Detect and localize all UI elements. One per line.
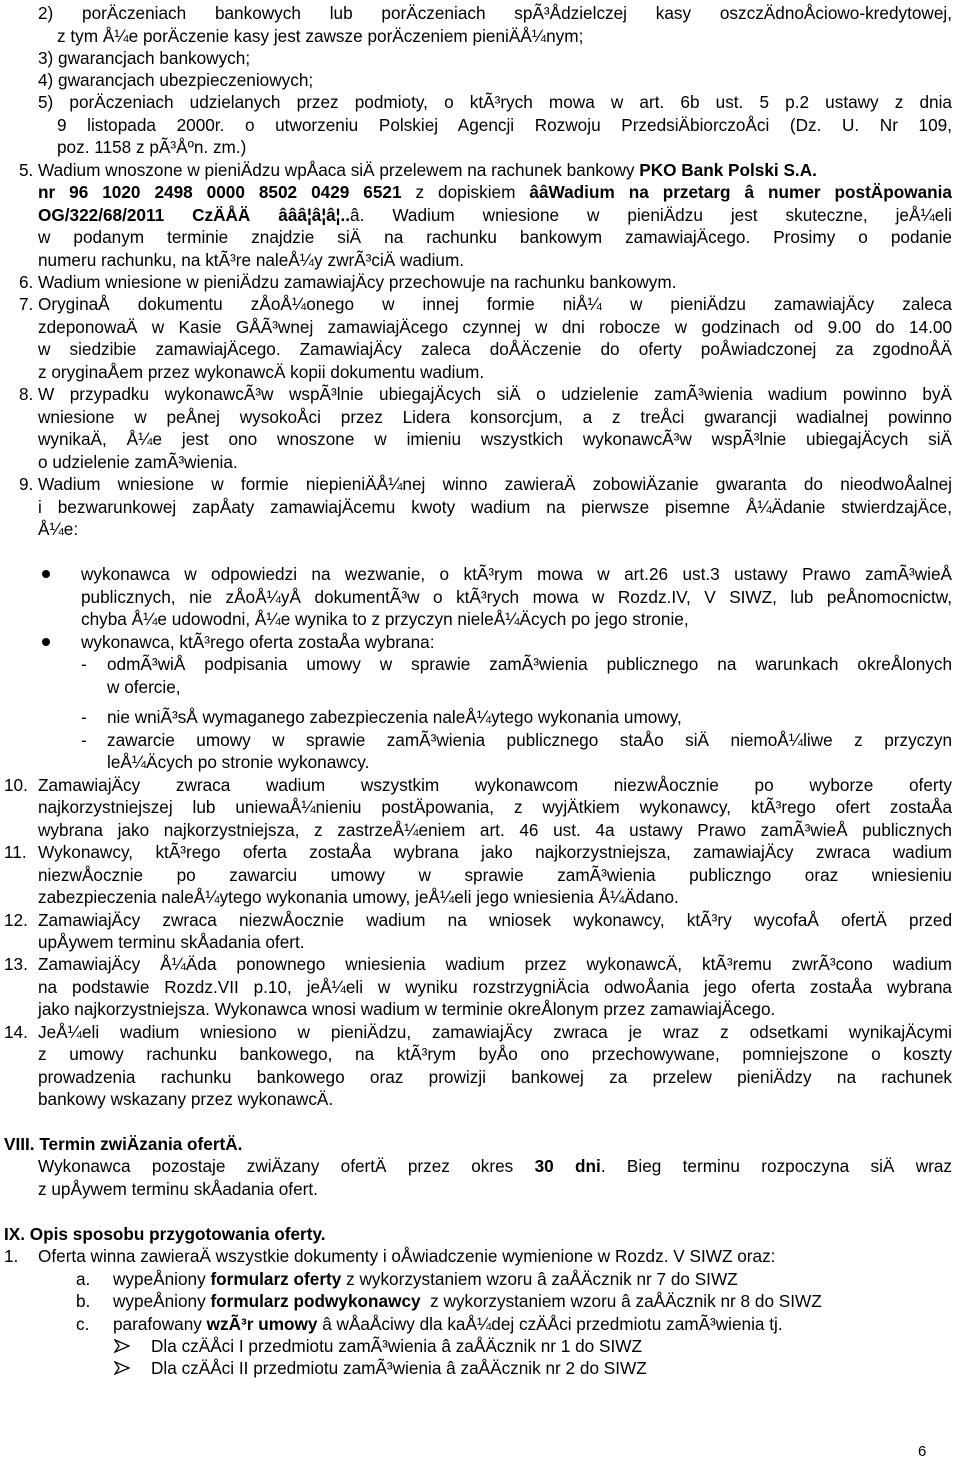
text-line: wypeÅniony formularz oferty z wykorzystaniem wzoru â zaÅÄcznik nr 7 do SIWZ: [113, 1269, 738, 1289]
text-line: Wadium wnoszone w pieniÄdzu wpÅaca siÄ przelewem na rachunek bankowy PKO Bank Polski S.A.: [38, 160, 817, 180]
list-number: 11.: [4, 842, 27, 862]
arrow-bullet-icon: [114, 1361, 130, 1375]
text-line: wypeÅniony formularz podwykonawcy z wykorzystaniem wzoru â zaÅÄcznik nr 8 do SIWZ: [113, 1291, 822, 1311]
text-line: o udzielenie zamÃ³wienia.: [38, 452, 238, 472]
text-line: 3) gwarancjach bankowych;: [38, 48, 251, 68]
list-number: 8.: [19, 384, 34, 404]
section-heading: IX. Opis sposobu przygotowania oferty.: [4, 1224, 326, 1244]
text-line: publicznych, nie zÅoÅ¼yÅ dokumentÃ³w o ktÃ³rych mowa w Rozdz.IV, V SIWZ, lub peÅnomocnictw,: [81, 587, 952, 607]
text-line: Dla czÄÅci II przedmiotu zamÃ³wienia â zaÅÄcznik nr 2 do SIWZ: [151, 1358, 647, 1378]
list-dash: -: [81, 654, 87, 674]
text-line: Å¼e:: [38, 519, 79, 539]
text-line: Wykonawcy, ktÃ³rego oferta zostaÅa wybrana jako najkorzystniejsza, zamawiajÄcy zwraca wadium: [38, 842, 952, 862]
list-dash: -: [81, 707, 87, 727]
text-line: wybrana jako najkorzystniejsza, z zastrzeÅ¼eniem art. 46 ust. 4a ustawy Prawo zamÃ³wieÅ publicznych: [38, 820, 952, 840]
text-line: 4) gwarancjach ubezpieczeniowych;: [38, 70, 314, 90]
text-line: w siedzibie zamawiajÄcego. ZamawiajÄcy zaleca doÅÄczenie do oferty poÅwiadczonej za zgodnoÅÄ: [38, 339, 952, 359]
text-line: OryginaÅ dokumentu zÅoÅ¼onego w innej formie niÅ¼ w pieniÄdzu zamawiajÄcy zaleca: [38, 294, 952, 314]
text-line: 2) porÄczeniach bankowych lub porÄczeniach spÃ³Ådzielczej kasy oszczÄdnoÅciowo-kredytowej,: [38, 3, 952, 23]
list-letter: c.: [76, 1314, 90, 1334]
text-line: numeru rachunku, na ktÃ³re naleÅ¼y zwrÃ³ciÄ wadium.: [38, 250, 465, 270]
list-number: 6.: [19, 272, 34, 292]
text-line: ZamawiajÄcy zwraca niezwÅocznie wadium na wniosek wykonawcy, ktÃ³ry wycofaÅ ofertÄ przed: [38, 910, 952, 930]
text-line: 9 listopada 2000r. o utworzeniu Polskiej Agencji Rozwoju PrzedsiÄbiorczoÅci (Dz. U. Nr 109,: [57, 115, 952, 135]
list-number: 1.: [4, 1246, 19, 1266]
text-line: wniesione w peÅnej wysokoÅci przez Lidera konsorcjum, a z treÅci gwarancji wadialnej powinno: [38, 407, 952, 427]
text-line: w ofercie,: [107, 677, 181, 697]
text-line: ZamawiajÄcy Å¼Äda ponownego wniesienia wadium przez wykonawcÄ, ktÃ³remu zwrÃ³cono wadium: [38, 954, 952, 974]
section-heading: VIII. Termin zwiÄzania ofertÄ.: [4, 1134, 243, 1154]
list-number: 10.: [4, 775, 28, 795]
list-number: 14.: [4, 1022, 28, 1042]
bullet-icon: [42, 638, 50, 646]
text-line: bankowy wskazany przez wykonawcÄ.: [38, 1089, 334, 1109]
text-line: zabezpieczenia naleÅ¼ytego wykonania umowy, jeÅ¼eli jego wniesienia Å¼Ädano.: [38, 887, 679, 907]
text-line: chyba Å¼e udowodni, Å¼e wynika to z przyczyn nieleÅ¼Äcych po jego stronie,: [81, 609, 689, 629]
text-line: ZamawiajÄcy zwraca wadium wszystkim wykonawcom niezwÅocznie po wyborze oferty: [38, 775, 952, 795]
bullet-icon: [42, 570, 50, 578]
list-number: 9.: [19, 474, 34, 494]
list-number: 5.: [19, 160, 34, 180]
text-line: 5) porÄczeniach udzielanych przez podmioty, o ktÃ³rych mowa w art. 6b ust. 5 p.2 ustawy z dnia: [38, 92, 952, 112]
text-line: Wadium wniesione w pieniÄdzu zamawiajÄcy przechowuje na rachunku bankowym.: [38, 272, 677, 292]
text-line: wykonawca, ktÃ³rego oferta zostaÅa wybrana:: [81, 632, 435, 652]
text-line: z oryginaÅem przez wykonawcÄ kopii dokumentu wadium.: [38, 362, 485, 382]
text-line: w podanym terminie znajdzie siÄ na rachunku bankowym zamawiajÄcego. Prosimy o podanie: [38, 227, 952, 247]
text-line: z tym Å¼e porÄczenie kasy jest zawsze porÄczeniem pieniÄÅ¼nym;: [57, 26, 584, 46]
text-line: W przypadku wykonawcÃ³w wspÃ³lnie ubiegajÄcych siÄ o udzielenie zamÃ³wienia wadium powinno byÄ: [38, 384, 952, 404]
text-line: jako najkorzystniejsza. Wykonawca wnosi wadium w terminie okreÅlonym przez zamawiajÄcego.: [38, 999, 776, 1019]
list-letter: b.: [76, 1291, 91, 1311]
text-line: Oferta winna zawieraÄ wszystkie dokumenty i oÅwiadczenie wymienione w Rozdz. V SIWZ oraz:: [38, 1246, 776, 1266]
list-number: 7.: [19, 294, 34, 314]
text-line: z upÅywem terminu skÅadania ofert.: [38, 1179, 318, 1199]
text-line: prowadzenia rachunku bankowego oraz prowizji bankowej za przelew pieniÄdzy na rachunek: [38, 1067, 952, 1087]
text-line: wykonawca w odpowiedzi na wezwanie, o ktÃ³rym mowa w art.26 ust.3 ustawy Prawo zamÃ³wieÅ: [81, 564, 952, 584]
text-line: wynikaÄ, Å¼e jest ono wnoszone w imieniu wszystkich wykonawcÃ³w wspÃ³lnie ubiegajÄcych siÄ: [38, 429, 952, 449]
list-letter: a.: [76, 1269, 91, 1289]
page-number: 6: [918, 1443, 927, 1460]
text-line: zawarcie umowy w sprawie zamÃ³wienia publicznego staÅo siÄ niemoÅ¼liwe z przyczyn: [107, 730, 952, 750]
list-number: 12.: [4, 910, 28, 930]
arrow-bullet-icon: [114, 1339, 130, 1353]
text-line: odmÃ³wiÅ podpisania umowy w sprawie zamÃ³wienia publicznego na warunkach okreÅlonych: [107, 654, 952, 674]
text-line: najkorzystniejszej lub uniewaÅ¼nieniu postÄpowania, z wyjÄtkiem wykonawcy, ktÃ³rego ofert zostaÅa: [38, 797, 952, 817]
text-line: z umowy rachunku bankowego, na ktÃ³rym byÅo ono przechowywane, pomniejszone o koszty: [38, 1044, 952, 1064]
list-dash: -: [81, 730, 87, 750]
text-line: parafowany wzÃ³r umowy â wÅaÅciwy dla kaÅ¼dej czÄÅci przedmiotu zamÃ³wienia tj.: [113, 1314, 783, 1334]
text-line: zdeponowaÄ w Kasie GÅÃ³wnej zamawiajÄcego czynnej w dni robocze w godzinach od 9.00 do 14.00: [38, 317, 952, 337]
text-line: poz. 1158 z pÃ³Åºn. zm.): [57, 137, 247, 157]
text-line: OG/322/68/2011 CzÄÅÄ âââ¦â¦â¦..â. Wadium wniesione w pieniÄdzu jest skuteczne, jeÅ¼eli: [38, 205, 952, 225]
text-line: na podstawie Rozdz.VII p.10, jeÅ¼eli w wyniku rozstrzygniÄcia odwoÅania jego oferta zostaÅa wybrana: [38, 977, 952, 997]
text-line: JeÅ¼eli wadium wniesiono w pieniÄdzu, zamawiajÄcy zwraca je wraz z odsetkami wynikajÄcymi: [38, 1022, 952, 1042]
text-line: nr 96 1020 2498 0000 8502 0429 6521 z dopiskiem ââWadium na przetarg â numer postÄpowania: [38, 182, 952, 202]
text-line: upÅywem terminu skÅadania ofert.: [38, 932, 305, 952]
text-line: leÅ¼Äcych po stronie wykonawcy.: [107, 752, 370, 772]
text-line: nie wniÃ³sÅ wymaganego zabezpieczenia naleÅ¼ytego wykonania umowy,: [107, 707, 682, 727]
list-number: 13.: [4, 954, 28, 974]
text-line: Wadium wniesione w formie niepieniÄÅ¼nej winno zawieraÄ zobowiÄzanie gwaranta do nieodwoÅalnej: [38, 474, 952, 494]
text-line: Dla czÄÅci I przedmiotu zamÃ³wienia â zaÅÄcznik nr 1 do SIWZ: [151, 1336, 642, 1356]
text-line: i bezwarunkowej zapÅaty zamawiajÄcemu kwoty wadium na pierwsze pisemne Å¼Ädanie stwierdzajÄce,: [38, 497, 952, 517]
text-line: Wykonawca pozostaje zwiÄzany ofertÄ przez okres 30 dni. Bieg terminu rozpoczyna siÄ wraz: [38, 1156, 952, 1176]
text-line: niezwÅocznie po zawarciu umowy w sprawie zamÃ³wienia publiczngo oraz wniesieniu: [38, 865, 952, 885]
